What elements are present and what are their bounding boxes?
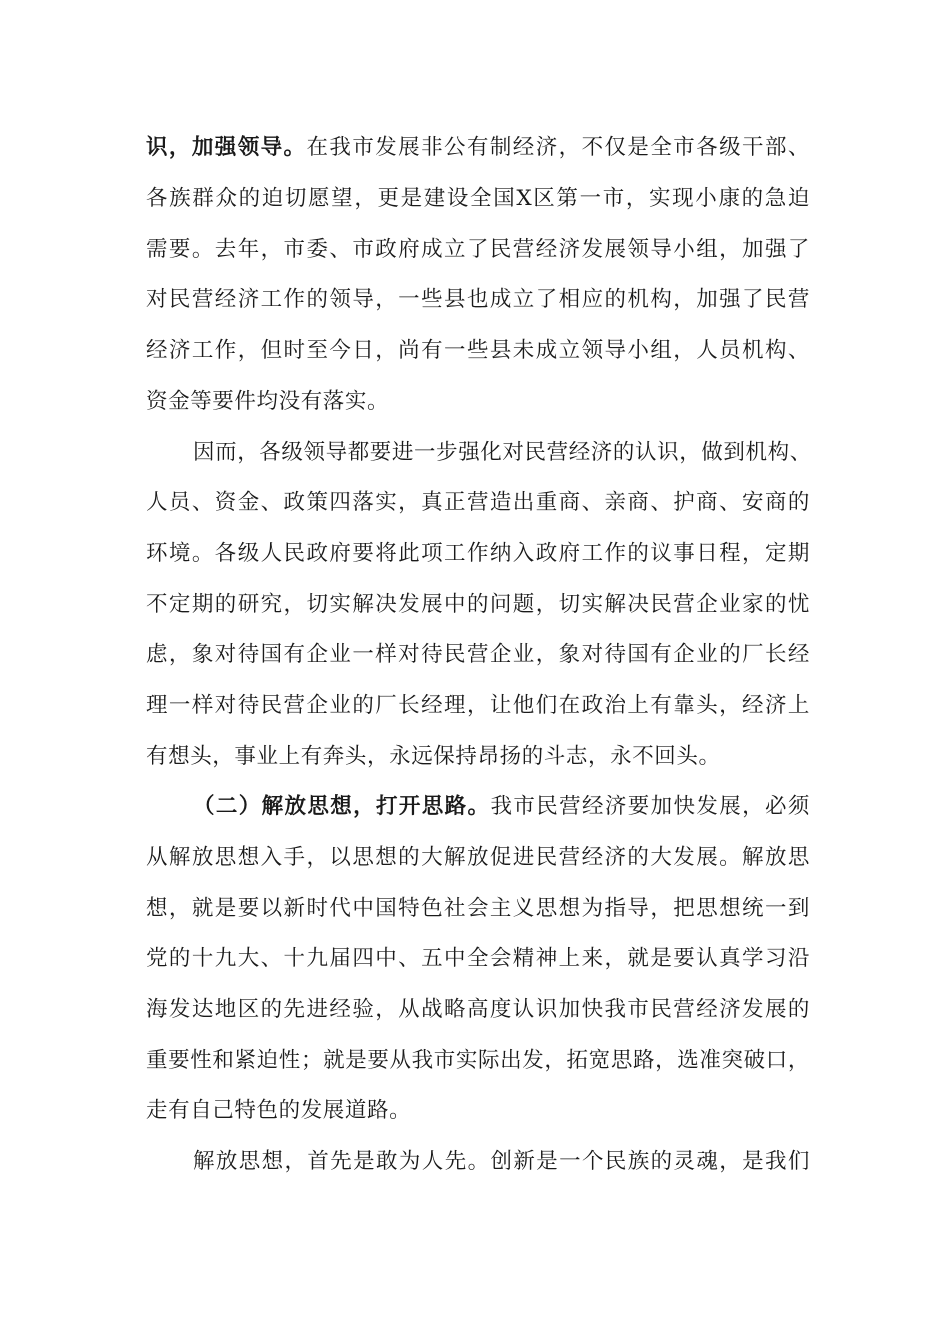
text-line bbox=[193, 791, 810, 823]
text-line: 经济工作，但时至今日，尚有一些县未成立领导小组，人员机构、 bbox=[146, 338, 810, 363]
text-line: 从解放思想入手，以思想的大解放促进民营经济的大发展。解放思 bbox=[146, 845, 810, 870]
bold-heading: （二）解放思想，打开思路。 bbox=[193, 794, 491, 819]
text-line: 环境。各级人民政府要将此项工作纳入政府工作的议事日程，定期 bbox=[146, 541, 810, 566]
text-line: 重要性和紧迫性；就是要从我市实际出发，拓宽思路，选准突破口， bbox=[146, 1048, 810, 1073]
text-line: 理一样对待民营企业的厂长经理，让他们在政治上有靠头，经济上 bbox=[146, 693, 810, 718]
text-line: 海发达地区的先进经验，从战略高度认识加快我市民营经济发展的 bbox=[146, 997, 810, 1022]
text-line: 需要。去年，市委、市政府成立了民营经济发展领导小组，加强了 bbox=[146, 237, 810, 262]
text-line: 想，就是要以新时代中国特色社会主义思想为指导，把思想统一到 bbox=[146, 896, 810, 921]
text-line: 不定期的研究，切实解决发展中的问题，切实解决民营企业家的忧 bbox=[146, 592, 810, 617]
text-line: 人员、资金、政策四落实，真正营造出重商、亲商、护商、安商的 bbox=[146, 490, 810, 515]
text-line: 有想头，事业上有奔头，永远保持昂扬的斗志，永不回头。 bbox=[146, 744, 721, 769]
text-line: 因而，各级领导都要进一步强化对民营经济的认识，做到机构、 bbox=[193, 440, 812, 465]
text-line: 走有自己特色的发展道路。 bbox=[146, 1098, 412, 1123]
text-line: 党的十九大、十九届四中、五中全会精神上来，就是要认真学习沿 bbox=[146, 946, 810, 971]
line-text: 我市民营经济要加快发展，必须 bbox=[490, 794, 810, 819]
text-line bbox=[146, 132, 810, 164]
text-line: 资金等要件均没有落实。 bbox=[146, 389, 390, 414]
text-line: 各族群众的迫切愿望，更是建设全国X区第一市，实现小康的急迫 bbox=[146, 186, 810, 211]
bold-heading: 识，加强领导。 bbox=[146, 135, 307, 160]
text-line: 解放思想，首先是敢为人先。创新是一个民族的灵魂，是我们 bbox=[193, 1149, 810, 1174]
text-line: 虑，象对待国有企业一样对待民营企业，象对待国有企业的厂长经 bbox=[146, 642, 810, 667]
text-line: 对民营经济工作的领导，一些县也成立了相应的机构，加强了民营 bbox=[146, 287, 810, 312]
line-text: 在我市发展非公有制经济，不仅是全市各级干部、 bbox=[306, 135, 811, 160]
